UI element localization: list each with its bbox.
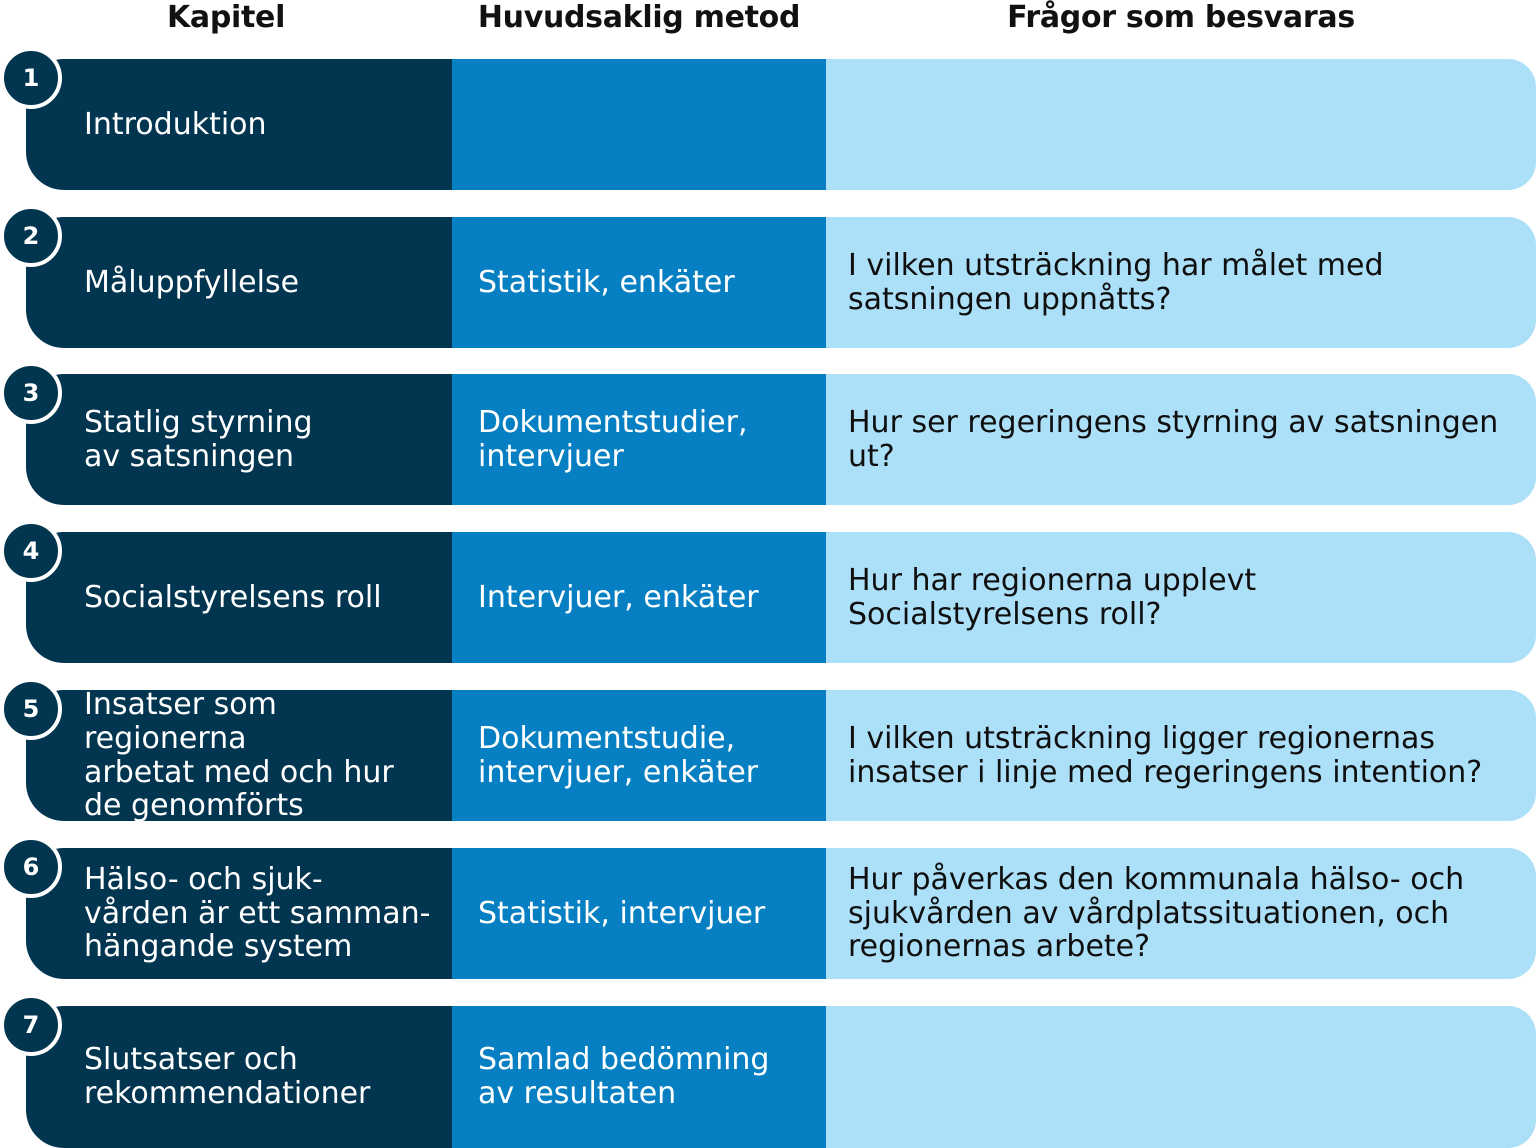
metod-cell xyxy=(452,374,826,505)
metod-text: Samlad bedömning av resultaten xyxy=(478,1042,770,1111)
chapter-row xyxy=(26,374,1536,505)
kapitel-text: Insatser som regionerna arbetat med och hur de genomförts xyxy=(84,687,394,824)
kapitel-text: Måluppfyllelse xyxy=(84,264,300,300)
kapitel-cell xyxy=(26,1006,452,1148)
header-fragor: Frågor som besvaras xyxy=(1007,0,1355,35)
fragor-text: I vilken utsträckning ligger regionernas insatser i linje med regeringens intention? xyxy=(848,720,1483,790)
fragor-text: Hur ser regeringens styrning av satsningen ut? xyxy=(848,404,1499,474)
metod-cell xyxy=(452,532,826,663)
chapter-number-badge: 6 xyxy=(0,836,62,898)
kapitel-cell xyxy=(26,374,452,505)
fragor-cell xyxy=(826,59,1536,190)
fragor-text: Hur har regionerna upplevt Socialstyrelsens roll? xyxy=(848,562,1257,632)
kapitel-text: Socialstyrelsens roll xyxy=(84,579,382,615)
fragor-cell xyxy=(826,848,1536,979)
metod-cell xyxy=(452,1006,826,1148)
chapter-number-badge: 7 xyxy=(0,994,62,1056)
kapitel-text: Hälso- och sjuk- vården är ett samman- hängande system xyxy=(84,862,431,965)
fragor-cell xyxy=(826,217,1536,348)
fragor-cell xyxy=(826,690,1536,821)
fragor-cell xyxy=(826,1006,1536,1148)
fragor-text: Hur påverkas den kommunala hälso- och sjukvården av vårdplatssituationen, och regionernas arbete? xyxy=(848,862,1465,965)
kapitel-cell xyxy=(26,687,452,824)
metod-text: Statistik, intervjuer xyxy=(478,895,766,931)
metod-cell xyxy=(452,59,826,190)
chapter-row xyxy=(26,532,1536,663)
chapter-number-badge: 2 xyxy=(0,205,62,267)
kapitel-text: Slutsatser och rekommendationer xyxy=(84,1042,371,1111)
kapitel-cell xyxy=(26,217,452,348)
column-headers xyxy=(0,0,1536,48)
kapitel-text: Statlig styrning av satsningen xyxy=(84,404,313,474)
metod-cell xyxy=(452,690,826,821)
chapter-number-badge: 4 xyxy=(0,520,62,582)
fragor-cell xyxy=(826,374,1536,505)
chapter-number-badge: 1 xyxy=(0,47,62,109)
chapter-row xyxy=(26,59,1536,190)
chapter-row xyxy=(26,1006,1536,1148)
metod-cell xyxy=(452,848,826,979)
metod-text: Dokumentstudie, intervjuer, enkäter xyxy=(478,720,759,790)
fragor-cell xyxy=(826,532,1536,663)
chapter-row xyxy=(26,687,1536,824)
chapter-number-badge: 3 xyxy=(0,362,62,424)
metod-text: Statistik, enkäter xyxy=(478,264,735,300)
header-kapitel: Kapitel xyxy=(166,0,286,35)
fragor-text: I vilken utsträckning har målet med satsningen uppnåtts? xyxy=(848,247,1384,317)
kapitel-cell xyxy=(26,532,452,663)
metod-cell xyxy=(452,217,826,348)
kapitel-text: Introduktion xyxy=(84,106,267,142)
metod-text: Dokumentstudier, intervjuer xyxy=(478,404,748,474)
header-metod: Huvudsaklig metod xyxy=(477,0,801,35)
chapter-row xyxy=(26,217,1536,348)
kapitel-cell xyxy=(26,848,452,979)
chapter-number-badge: 5 xyxy=(0,678,62,740)
kapitel-cell xyxy=(26,59,452,190)
metod-text: Intervjuer, enkäter xyxy=(478,579,759,615)
chapter-row xyxy=(26,848,1536,979)
